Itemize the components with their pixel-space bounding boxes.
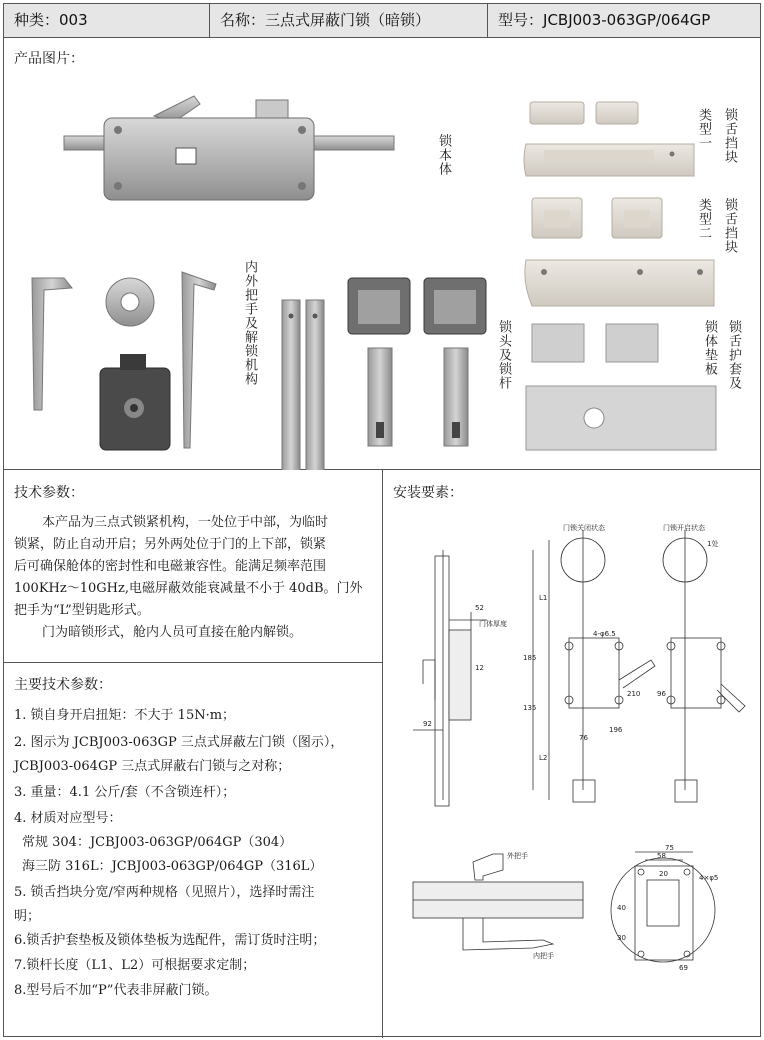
tech-line: 后可确保舱体的密封性和电磁兼容性。能满足频率范围 [14, 559, 327, 574]
tongue-block-type2-photo [525, 198, 714, 306]
tech-line: 本产品为三点式锁紧机构，一处位于中部，为临时 [42, 515, 329, 530]
dim-69: 69 [679, 964, 688, 972]
open-state-label: 门锁开启状态 [663, 524, 705, 532]
dim-58: 58 [657, 852, 666, 860]
tech-paragraph-2: 门为暗锁形式，舱内人员可直接在舱内解锁。 [42, 625, 303, 640]
dim-L2: L2 [539, 754, 548, 762]
tech-line: 锁紧，防止自动开启；另外两处位于门的上下部，锁紧 [14, 537, 327, 552]
photo-title: 产品图片： [14, 51, 84, 67]
dim-76: 76 [579, 734, 588, 742]
param-line: 2. 图示为 JCBJ003-063GP 三点式屏蔽左门锁（图示）， [14, 735, 344, 750]
outer-handle-label: 外把手 [507, 852, 528, 860]
header-row [4, 4, 760, 38]
inner-handle-label: 内把手 [533, 952, 554, 960]
dim-12: 12 [475, 664, 484, 672]
tech-paragraph-1 [14, 512, 374, 644]
open-state-view [663, 530, 745, 802]
install-title: 安装要素： [393, 485, 463, 501]
tongue-block-type1-photo [524, 102, 694, 176]
closed-state-label: 门锁关闭状态 [563, 524, 605, 532]
tech-title: 技术参数： [14, 485, 84, 501]
category-label: 种类： [14, 11, 60, 29]
pad-label-b: 锁舌护套及 [726, 320, 741, 390]
lock-body-label: 锁本体 [436, 134, 451, 176]
dim-20: 20 [659, 870, 668, 878]
handle-section-view [413, 854, 583, 950]
door-thickness-label: 门体厚度 [479, 620, 507, 628]
dim-4-phi: 4-φ6.5 [593, 630, 616, 638]
name-label: 名称： [220, 11, 266, 29]
param-line: 7.锁杆长度（L1、L2）可根据要求定制； [14, 958, 256, 973]
category-value: 003 [59, 11, 88, 29]
tech-line: 100KHz～10GHz,电磁屏蔽效能衰减量不小于 40dB。门外 [14, 581, 363, 596]
pad-label-a: 锁体垫板 [702, 320, 717, 376]
lock-heads-photo [348, 278, 486, 446]
install-column [383, 470, 760, 1038]
param-line: 8.型号后不加“P”代表非屏蔽门锁。 [14, 983, 218, 998]
model-value: JCBJ003-063GP/064GP [543, 11, 711, 29]
section-divider [4, 662, 383, 663]
dim-135: 135 [523, 704, 537, 712]
lock-body-photo [64, 96, 394, 200]
dim-30: 30 [617, 934, 626, 942]
photo-panel [4, 38, 760, 470]
lock-head-label: 锁头及锁杆 [496, 320, 511, 390]
dim-75: 75 [665, 844, 674, 852]
tongue-type1-label: 锁舌挡块 [722, 108, 737, 164]
tech-line: 把手为“L”型钥匙形式。 [14, 603, 150, 618]
param-line: 常规 304：JCBJ003-063GP/064GP（304） [22, 835, 293, 850]
main-params-title: 主要技术参数： [14, 677, 112, 693]
name-value: 三点式屏蔽门锁（暗锁） [265, 11, 431, 29]
dim-96: 96 [657, 690, 666, 698]
dim-L1: L1 [539, 594, 548, 602]
param-line: 6.锁舌护套垫板及锁体垫板为选配件，需订货时注明； [14, 933, 326, 948]
closed-state-view [533, 530, 655, 802]
dim-40: 40 [617, 904, 626, 912]
param-line: 海三防 316L：JCBJ003-063GP/064GP（316L） [22, 859, 323, 874]
dim-4x6: 4×φ5 [699, 874, 719, 882]
dim-92: 92 [423, 720, 432, 728]
model-cell [488, 4, 760, 37]
param-line: 4. 材质对应型号： [14, 811, 122, 826]
dim-185: 185 [523, 654, 537, 662]
tongue-type2-label: 锁舌挡块 [722, 198, 737, 254]
dim-1-place: 1处 [707, 540, 719, 548]
detail-view [611, 852, 715, 962]
tongue-type2-type: 类型二 [696, 198, 711, 240]
product-photos [4, 38, 760, 470]
pads-photo [526, 324, 716, 450]
param-line: 明； [14, 909, 41, 924]
product-sheet [3, 3, 761, 1037]
param-line: 1. 锁自身开启扭矩：不大于 15N·m； [14, 708, 236, 723]
dim-52: 52 [475, 604, 484, 612]
model-label: 型号： [498, 11, 544, 29]
name-cell [210, 4, 488, 37]
handles-photo [32, 272, 324, 470]
handles-label: 内外把手及解锁机构 [242, 260, 257, 386]
dim-210: 210 [627, 690, 641, 698]
installation-drawing [383, 470, 760, 1038]
category-cell [4, 4, 210, 37]
tongue-type1-type: 类型一 [696, 108, 711, 150]
param-line: 3. 重量：4.1 公斤/套（不含锁连杆）； [14, 785, 236, 800]
section-view [413, 550, 487, 806]
tech-column [4, 470, 383, 1038]
param-line: 5. 锁舌挡块分宽/窄两种规格（见照片），选择时需注 [14, 885, 315, 900]
dim-196: 196 [609, 726, 623, 734]
param-line: JCBJ003-064GP 三点式屏蔽右门锁与之对称； [14, 759, 291, 774]
